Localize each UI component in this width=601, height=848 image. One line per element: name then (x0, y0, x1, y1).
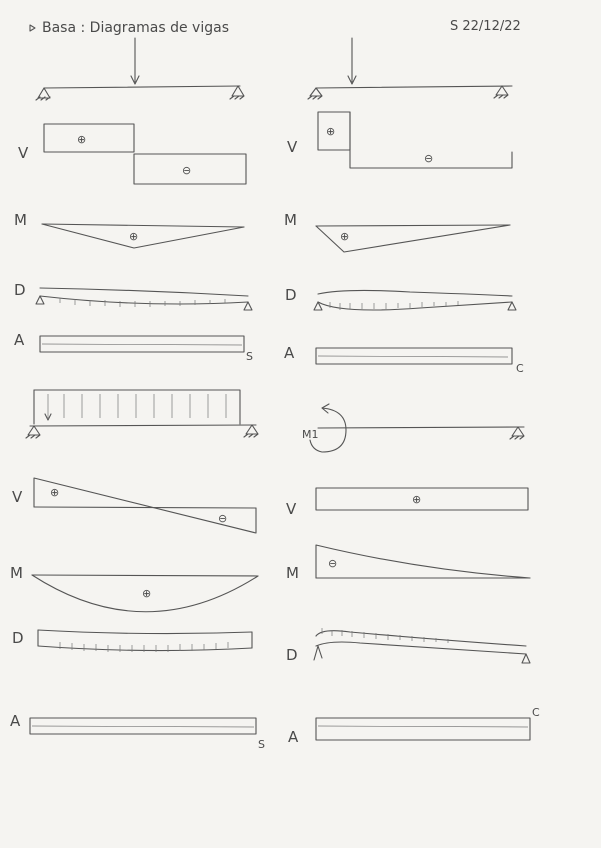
beam-2-moment (284, 211, 510, 252)
deflection-label: D (285, 286, 297, 304)
beam-2-shear (287, 112, 512, 168)
pin-support-icon (26, 426, 40, 438)
minus-sign: ⊖ (328, 557, 338, 570)
shear-label: V (18, 144, 29, 162)
axial-label: A (14, 331, 25, 349)
beam-3-deflection (12, 629, 252, 652)
beam-1-axial (14, 331, 253, 363)
beam-4-moment (286, 545, 530, 582)
plus-sign: ⊕ (412, 493, 422, 506)
shear-label: V (12, 488, 23, 506)
plus-sign: ⊕ (129, 230, 139, 243)
axial-state-label: S (258, 738, 265, 751)
beam-4-scheme (302, 404, 524, 452)
plus-sign: ⊕ (326, 125, 336, 138)
moment-load-label: M1 (302, 428, 319, 441)
roller-support-icon (510, 427, 524, 439)
bullet-arrow-icon (30, 25, 35, 31)
minus-sign: ⊖ (424, 152, 434, 165)
beam-1-deflection (14, 281, 252, 310)
axial-state-label: C (516, 362, 524, 375)
beam-4-deflection (286, 628, 530, 664)
axial-label: A (10, 712, 21, 730)
axial-state-label: C (532, 706, 540, 719)
beam-3-moment (10, 564, 258, 612)
shear-label: V (287, 138, 298, 156)
minus-sign: ⊖ (218, 512, 228, 525)
plus-sign: ⊕ (340, 230, 350, 243)
roller-support-icon (494, 86, 508, 98)
beam-1-scheme (36, 38, 244, 100)
deflection-label: D (286, 646, 298, 664)
deflection-label: D (12, 629, 24, 647)
beam-1-moment (14, 211, 244, 248)
pin-support-icon (36, 88, 50, 100)
plus-sign: ⊕ (142, 587, 152, 600)
minus-sign: ⊖ (182, 164, 192, 177)
beam-3-scheme (26, 390, 258, 438)
plus-sign: ⊕ (77, 133, 87, 146)
shear-label: V (286, 500, 297, 518)
axial-state-label: S (246, 350, 253, 363)
beam-2-deflection (285, 286, 516, 310)
beam-1-shear (18, 124, 246, 184)
axial-label: A (284, 344, 295, 362)
beam-4-axial (288, 706, 540, 746)
beam-2-scheme (308, 38, 512, 99)
moment-label: M (284, 211, 297, 229)
moment-label: M (14, 211, 27, 229)
deflection-label: D (14, 281, 26, 299)
page-date: S 22/12/22 (450, 19, 521, 34)
beam-4-shear (286, 488, 528, 518)
axial-label: A (288, 728, 299, 746)
header (30, 19, 521, 36)
beam-3-axial (10, 712, 265, 751)
plus-sign: ⊕ (50, 486, 60, 499)
moment-label: M (286, 564, 299, 582)
beam-3-shear (12, 478, 256, 533)
roller-support-icon (230, 86, 244, 99)
roller-support-icon (244, 425, 258, 437)
pin-support-icon (308, 88, 322, 99)
beam-2-axial (284, 344, 524, 375)
page-title: Basa : Diagramas de vigas (42, 20, 229, 36)
moment-label: M (10, 564, 23, 582)
